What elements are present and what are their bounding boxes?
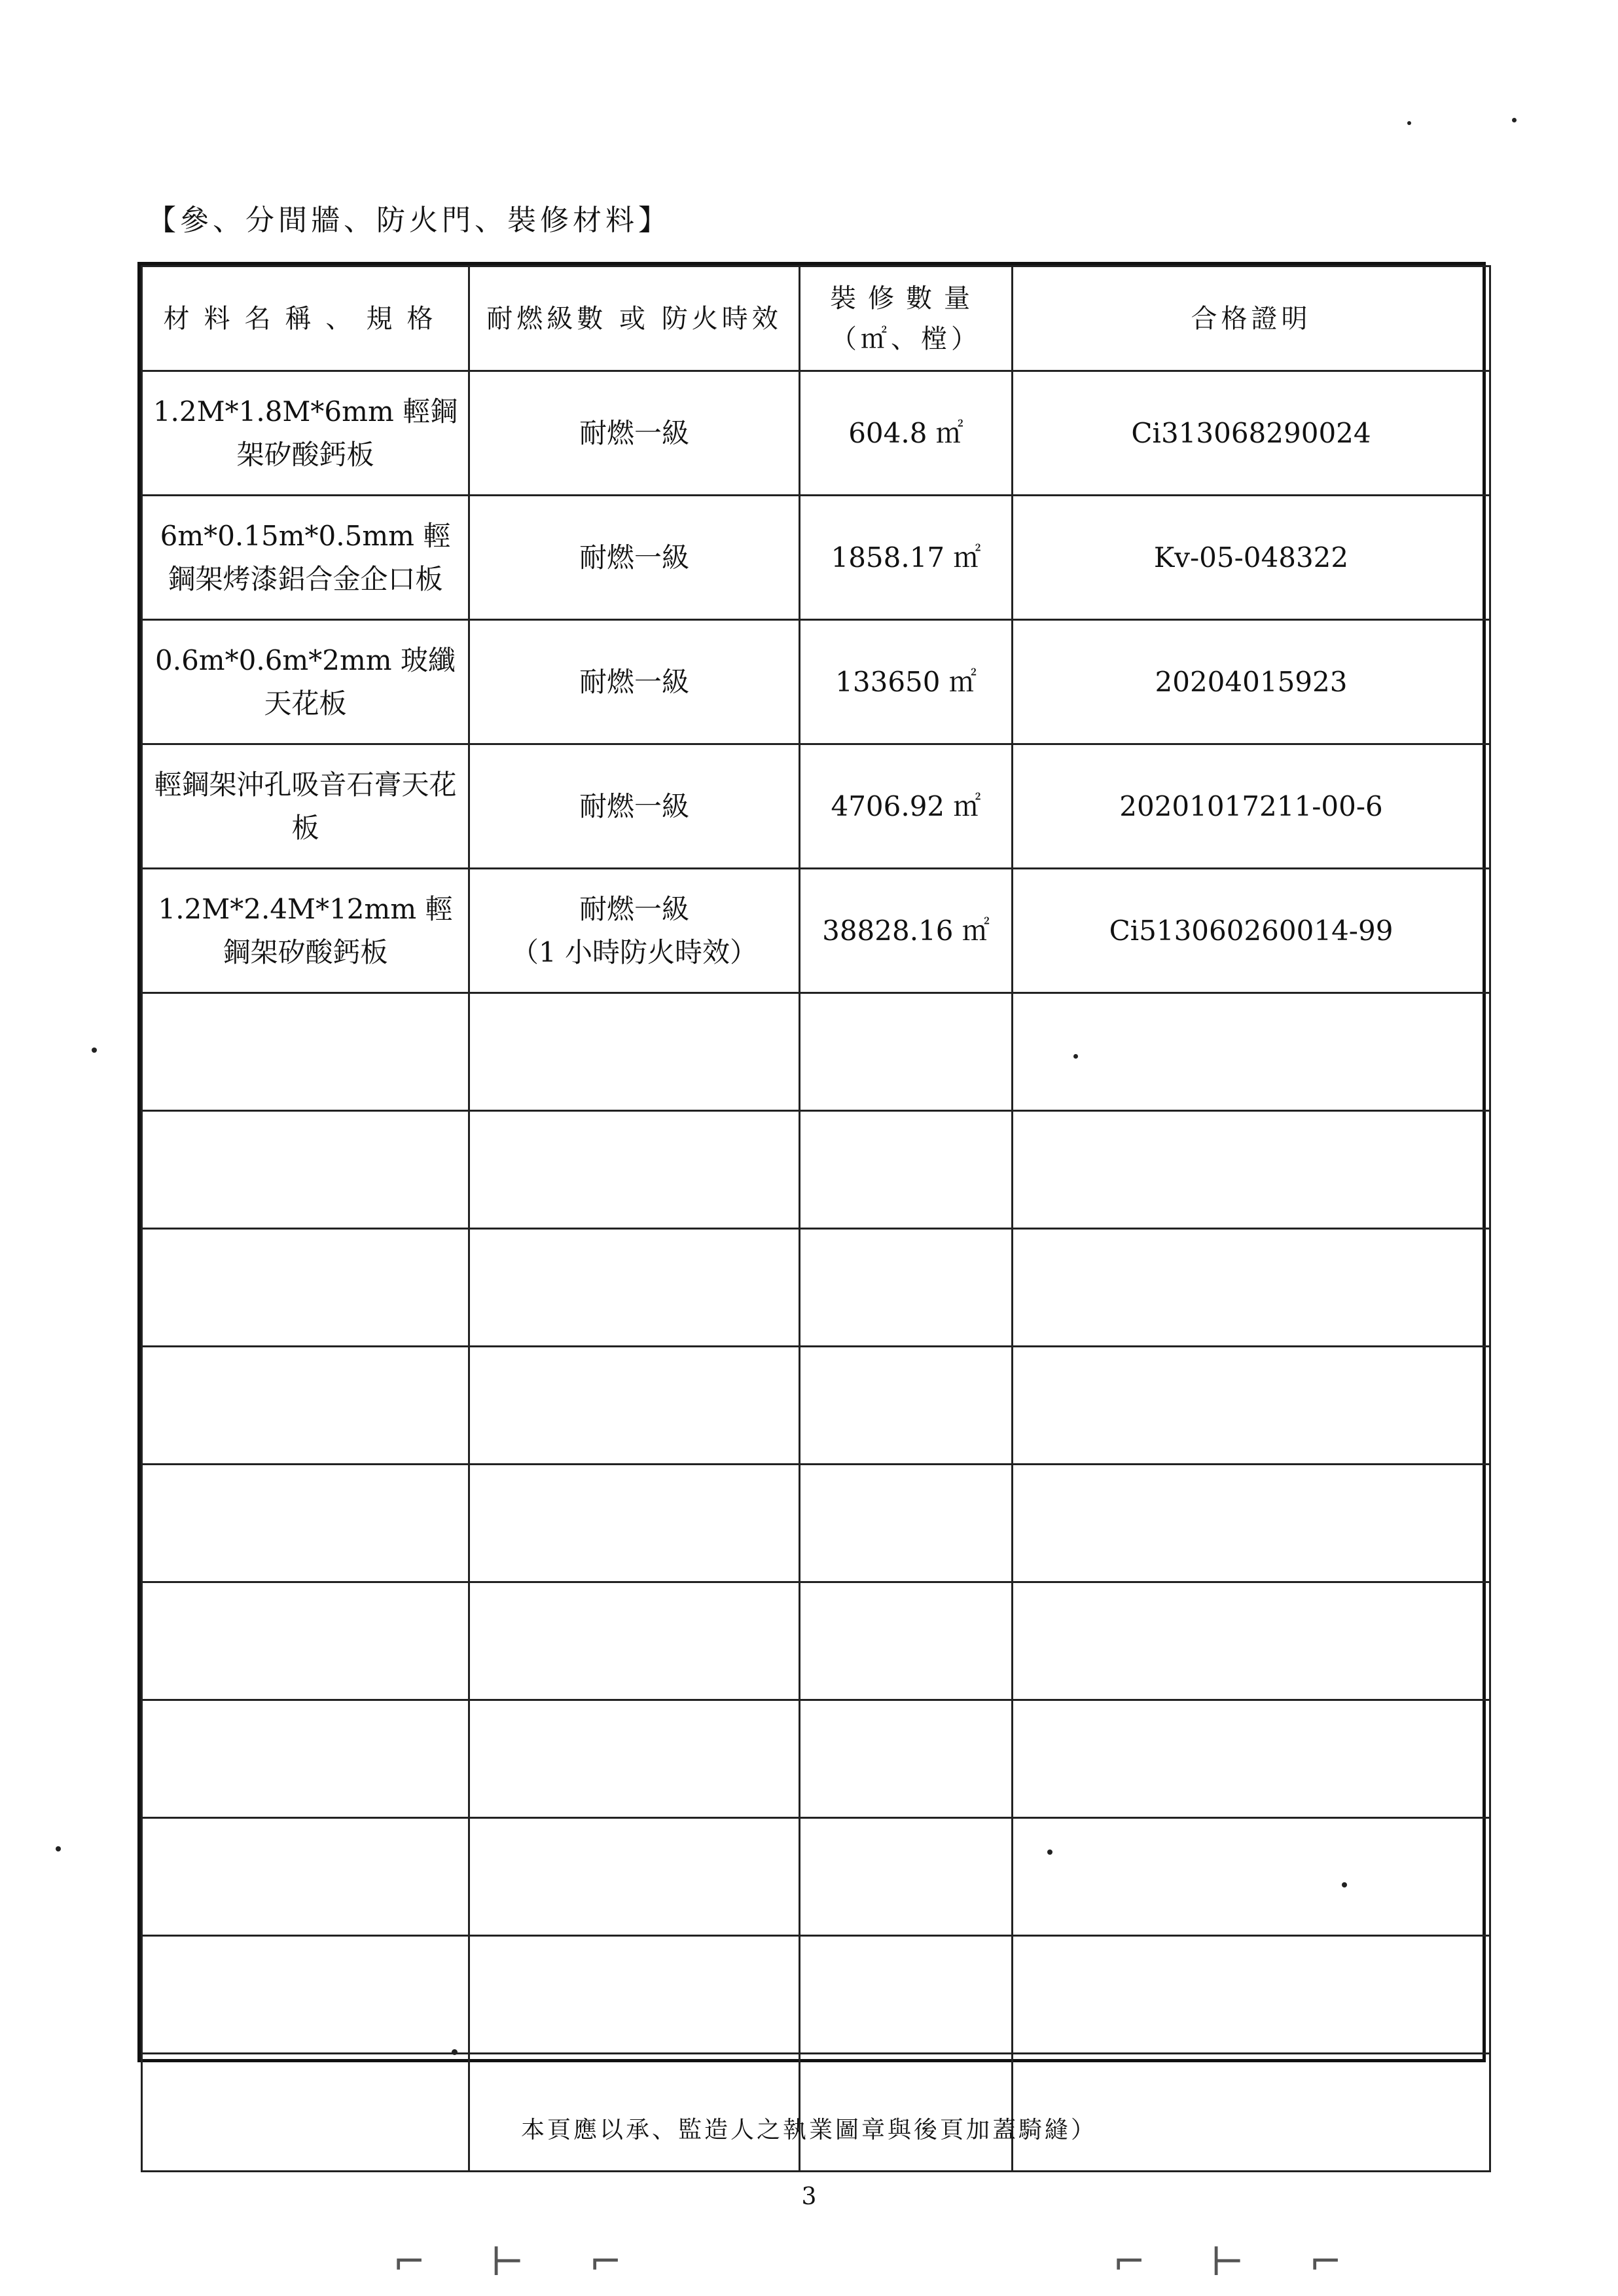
empty-cell [142,1936,469,2054]
empty-row [142,1818,1490,1936]
scan-speck [1512,118,1517,122]
empty-cell [469,1229,800,1347]
fire-rating: 耐燃一級 [469,371,800,496]
empty-row [142,1229,1490,1347]
header-quantity-label: 裝修數量 [830,283,982,314]
material-name: 1.2M*2.4M*12mm 輕鋼架矽酸鈣板 [142,869,469,993]
empty-cell [469,993,800,1111]
header-certificate: 合格證明 [1013,266,1490,371]
fire-rating: 耐燃一級 [469,620,800,744]
empty-row [142,1465,1490,1582]
empty-row [142,993,1490,1111]
certificate-number: 20204015923 [1013,620,1490,744]
quantity: 133650 ㎡ [800,620,1013,744]
empty-cell [142,1347,469,1465]
empty-cell [1013,1347,1490,1465]
empty-cell [469,1936,800,2054]
seam-stamp-fragment-right: ⌐ ⊢ ⌐ [1113,2239,1369,2285]
empty-cell [800,1700,1013,1818]
quantity: 1858.17 ㎡ [800,496,1013,620]
fire-rating-duration: （1 小時防火時效） [511,936,758,968]
scan-speck [1047,1850,1052,1855]
quantity: 4706.92 ㎡ [800,744,1013,869]
empty-cell [469,1700,800,1818]
table-row [142,744,1490,869]
quantity: 38828.16 ㎡ [800,869,1013,993]
material-name: 0.6m*0.6m*2mm 玻纖天花板 [142,620,469,744]
header-material-name: 材料名稱、規格 [142,266,469,371]
empty-cell [800,1818,1013,1936]
seam-stamp-fragment-left: ⌐ ⊢ ⌐ [393,2239,649,2285]
empty-cell [469,1111,800,1229]
empty-cell [1013,1700,1490,1818]
empty-cell [1013,1818,1490,1936]
material-name: 6m*0.15m*0.5mm 輕鋼架烤漆鋁合金企口板 [142,496,469,620]
empty-cell [800,1229,1013,1347]
empty-cell [800,993,1013,1111]
fire-rating: 耐燃一級 [469,496,800,620]
scan-speck [1342,1882,1347,1887]
empty-cell [800,1936,1013,2054]
table-header-row [142,266,1490,371]
scan-speck [1073,1054,1078,1059]
empty-cell [800,1347,1013,1465]
scan-speck [452,2049,458,2055]
empty-cell [800,1582,1013,1700]
empty-cell [800,1465,1013,1582]
empty-cell [469,1582,800,1700]
header-fire-rating: 耐燃級數 或 防火時效 [469,266,800,371]
fire-rating: 耐燃一級 [469,744,800,869]
empty-cell [1013,1936,1490,2054]
empty-cell [1013,1111,1490,1229]
empty-cell [142,1229,469,1347]
empty-row [142,1700,1490,1818]
fire-rating-level: 耐燃一級 [579,893,689,926]
empty-row [142,1936,1490,2054]
empty-cell [800,1111,1013,1229]
empty-cell [1013,1582,1490,1700]
table-row [142,371,1490,496]
table-row [142,620,1490,744]
empty-cell [469,1347,800,1465]
empty-cell [1013,993,1490,1111]
certificate-number: Kv-05-048322 [1013,496,1490,620]
empty-row [142,1582,1490,1700]
fire-rating [469,869,800,993]
empty-cell [1013,1229,1490,1347]
table-row [142,869,1490,993]
empty-cell [469,1818,800,1936]
empty-row [142,1111,1490,1229]
certificate-number: Ci513060260014-99 [1013,869,1490,993]
scan-speck [92,1048,97,1053]
empty-cell [142,1818,469,1936]
empty-cell [1013,1465,1490,1582]
empty-cell [142,1582,469,1700]
scan-speck [56,1846,61,1851]
empty-cell [469,1465,800,1582]
materials-table [137,262,1486,2062]
empty-cell [142,1700,469,1818]
empty-cell [142,1111,469,1229]
header-quantity-unit: （㎡、樘） [831,323,981,354]
certificate-number: 20201017211-00-6 [1013,744,1490,869]
section-title: 【參、分間牆、防火門、裝修材料】 [147,204,671,237]
empty-cell [142,993,469,1111]
empty-row [142,1347,1490,1465]
table-row [142,496,1490,620]
page-number: 3 [801,2183,817,2210]
header-quantity [800,266,1013,371]
material-name: 1.2M*1.8M*6mm 輕鋼架矽酸鈣板 [142,371,469,496]
material-name: 輕鋼架沖孔吸音石膏天花板 [142,744,469,869]
quantity: 604.8 ㎡ [800,371,1013,496]
certificate-number: Ci313068290024 [1013,371,1490,496]
empty-cell [142,1465,469,1582]
footer-note: 本頁應以承、監造人之執業圖章與後頁加蓋騎縫） [520,2117,1097,2143]
scan-speck [1407,121,1411,125]
